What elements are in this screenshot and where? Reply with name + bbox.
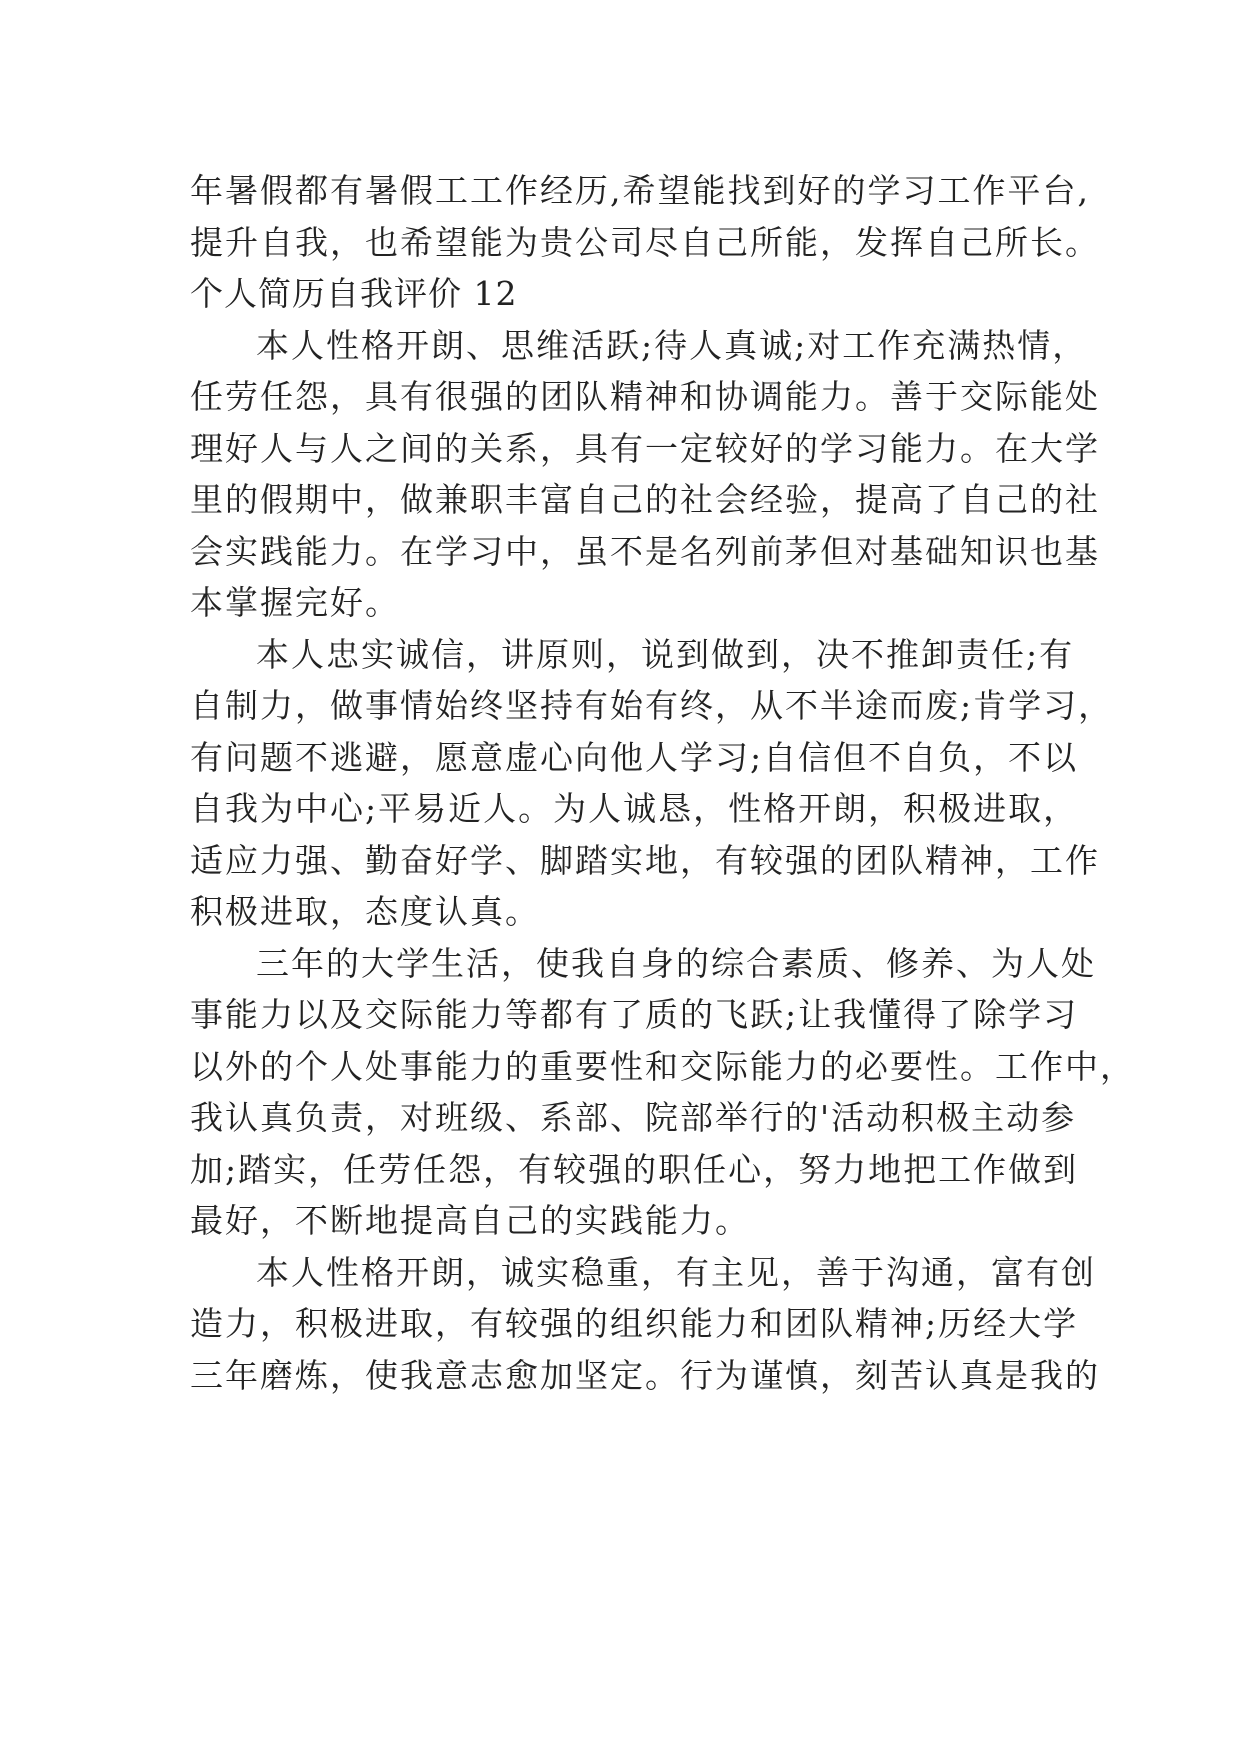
paragraph-line: 以外的个人处事能力的重要性和交际能力的必要性。工作中，	[190, 1046, 1135, 1086]
paragraph-line: 本人性格开朗，诚实稳重，有主见，善于沟通，富有创	[256, 1252, 1096, 1292]
document-body	[190, 165, 1135, 1401]
paragraph-line: 三年磨炼，使我意志愈加坚定。行为谨慎，刻苦认真是我的	[190, 1355, 1100, 1395]
paragraph-line: 最好，不断地提高自己的实践能力。	[190, 1201, 750, 1240]
paragraph-line: 会实践能力。在学习中，虽不是名列前茅但对基础知识也基	[190, 531, 1100, 571]
paragraph-line: 加;踏实，任劳任怨，有较强的职任心，努力地把工作做到	[190, 1149, 1079, 1189]
paragraph-line: 有问题不逃避，愿意虚心向他人学习;自信但不自负，不以	[190, 737, 1079, 777]
paragraph-line: 本掌握完好。	[190, 583, 400, 622]
paragraph-line: 自我为中心;平易近人。为人诚恳，性格开朗，积极进取，	[190, 789, 1079, 828]
paragraph-line: 积极进取，态度认真。	[190, 892, 540, 931]
paragraph-line: 造力，积极进取，有较强的组织能力和团队精神;历经大学	[190, 1304, 1079, 1343]
paragraph-line: 本人忠实诚信，讲原则，说到做到，决不推卸责任;有	[256, 634, 1075, 674]
paragraph-line: 事能力以及交际能力等都有了质的飞跃;让我懂得了除学习	[190, 995, 1079, 1034]
section-heading: 个人简历自我评价 12	[190, 274, 518, 313]
paragraph-line: 自制力，做事情始终坚持有始有终，从不半途而废;肯学习，	[190, 686, 1114, 725]
paragraph-line: 适应力强、勤奋好学、脚踏实地，有较强的团队精神，工作	[190, 840, 1100, 880]
paragraph-line: 本人性格开朗、思维活跃;待人真诚;对工作充满热情，	[256, 325, 1088, 365]
paragraph-line: 里的假期中，做兼职丰富自己的社会经验，提高了自己的社	[190, 480, 1100, 519]
paragraph-line: 提升自我，也希望能为贵公司尽自己所能，发挥自己所长。	[190, 222, 1100, 262]
paragraph-line: 年暑假都有暑假工工作经历,希望能找到好的学习工作平台,	[190, 171, 1090, 210]
paragraph-line: 理好人与人之间的关系，具有一定较好的学习能力。在大学	[190, 428, 1100, 468]
paragraph-line: 任劳任怨，具有很强的团队精神和协调能力。善于交际能处	[190, 377, 1100, 416]
paragraph-line: 三年的大学生活，使我自身的综合素质、修养、为人处	[256, 943, 1096, 983]
paragraph-line: 我认真负责，对班级、系部、院部举行的'活动积极主动参	[190, 1098, 1077, 1137]
